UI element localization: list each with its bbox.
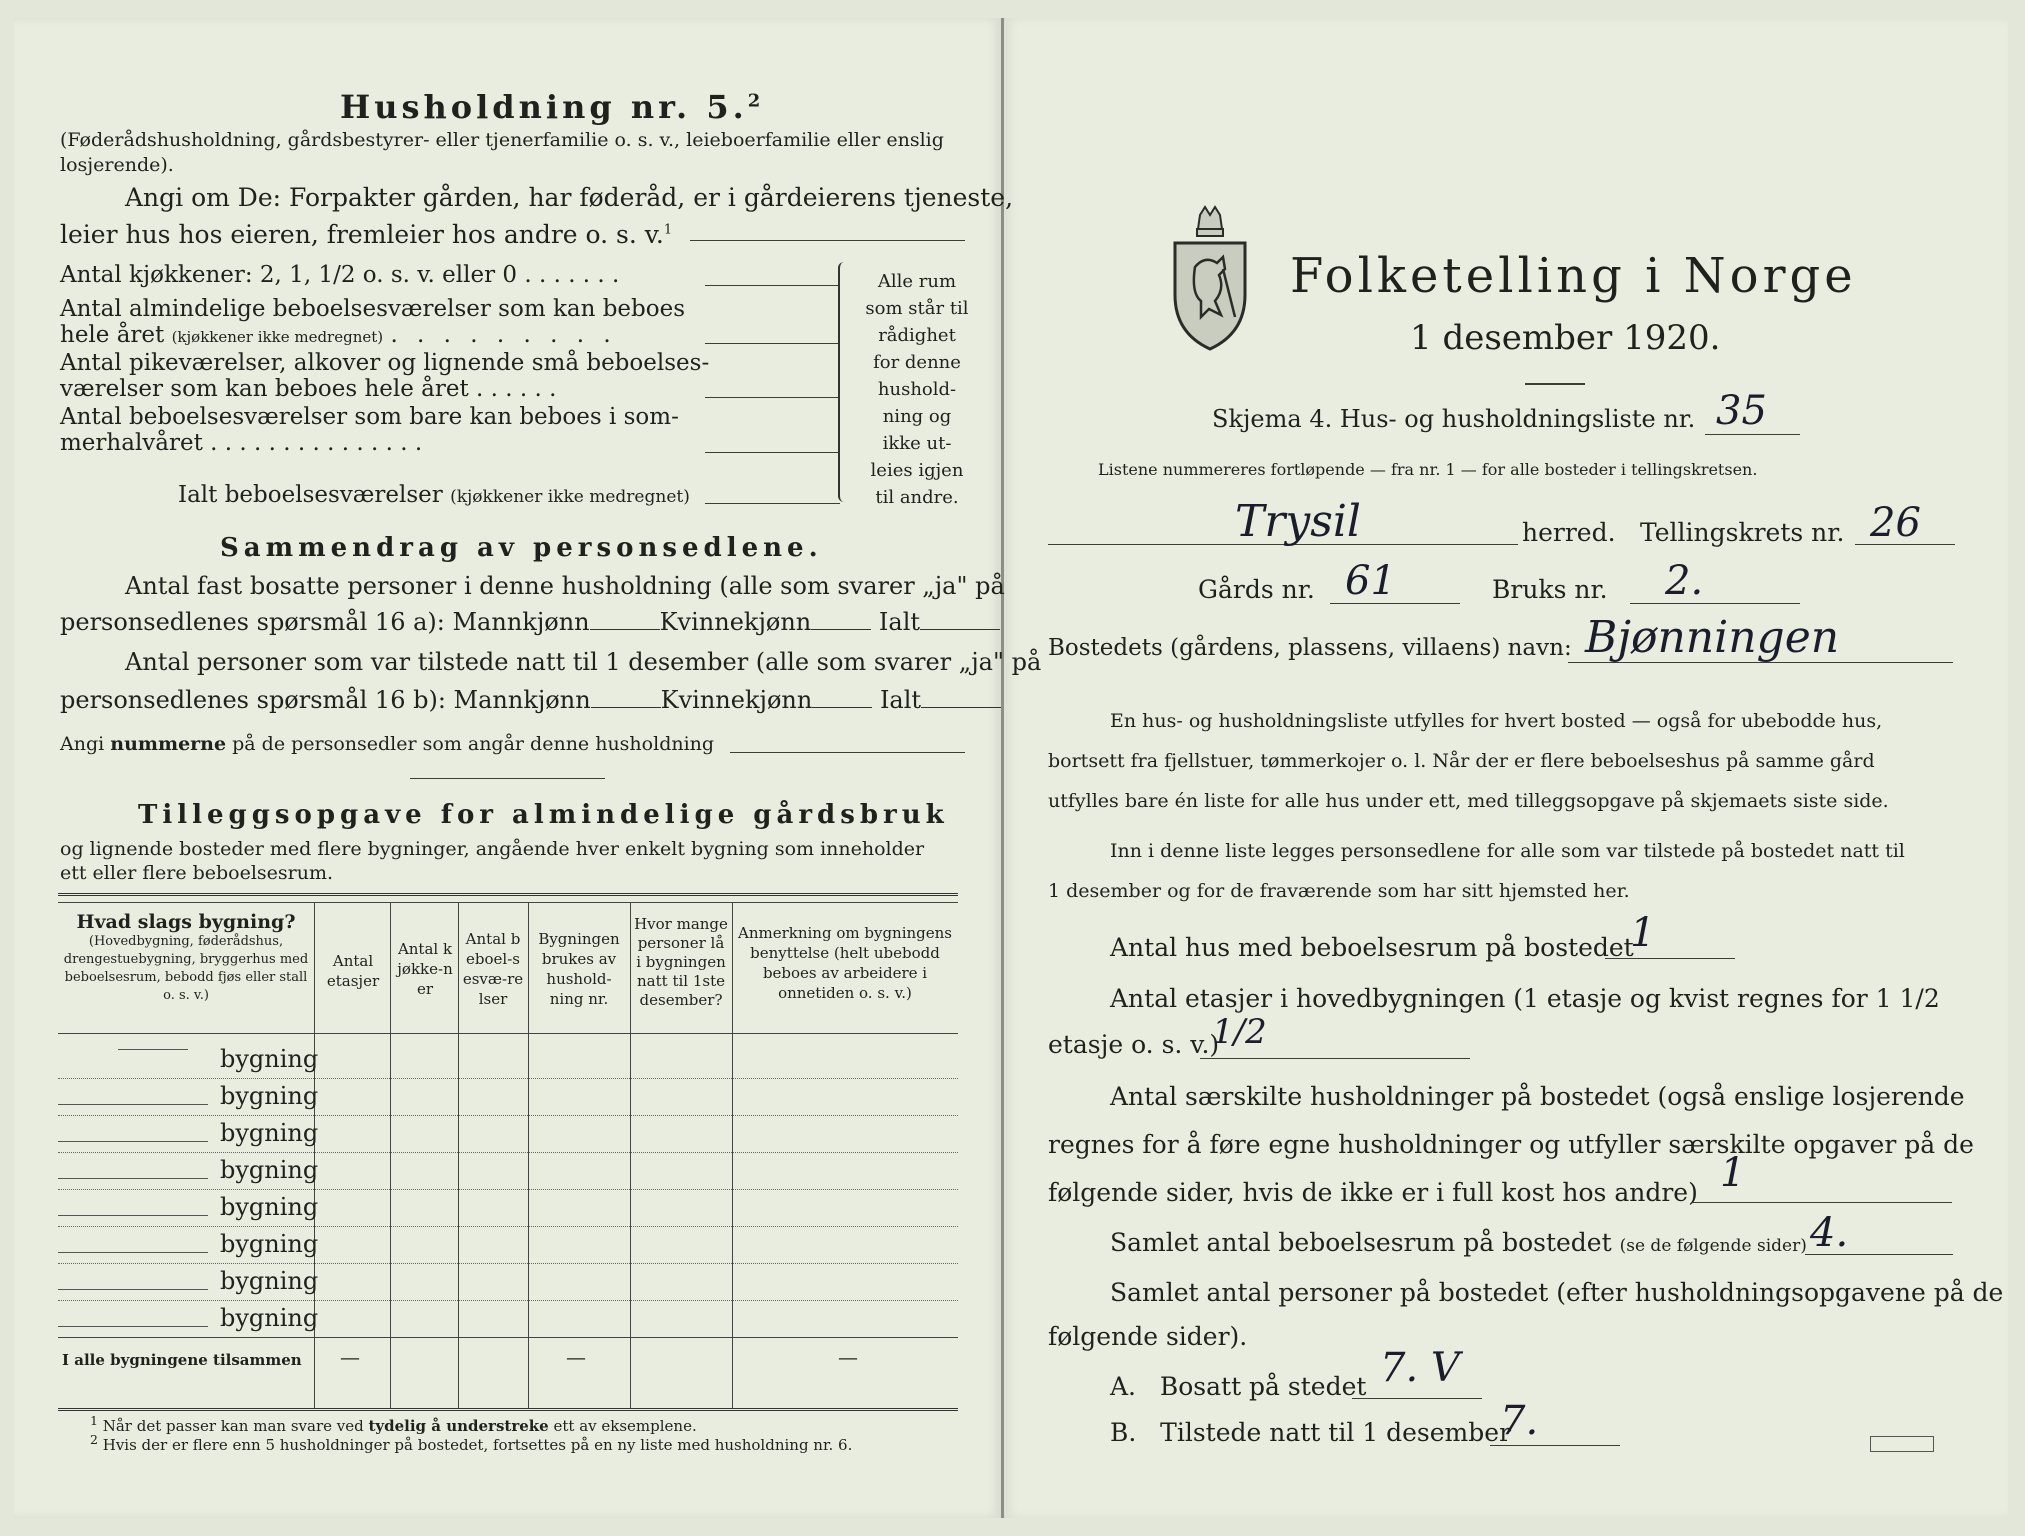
col4-header: Antal beboel-sesvæ-relser [462,930,524,1008]
schema-label: Skjema 4. Hus- og husholdningsliste nr. [1212,405,1696,433]
q-households-1: Antal særskilte husholdninger på bostedet (også enslige losjerende [1110,1082,1965,1111]
resident-label: A. Bosatt på stedet [1110,1372,1367,1401]
household-title: Husholdning nr. 5.$^2$ [340,88,765,126]
instructions-3: utfylles bare én liste for alle hus under ett, med tilleggsopgave på skjemaets siste side. [1048,790,1889,812]
supplement-title: Tilleggsopgave for almindelige gårdsbruk [138,800,949,830]
summary-p2-line2: personsedlenes spørsmål 16 b): Mannkjønn Kvinnekjønn Ialt [60,686,1001,714]
herred-value: Trysil [1235,496,1361,547]
col5-header: Bygningen brukes av hushold-ning nr. [538,930,620,1008]
schema-number: 35 [1716,388,1767,434]
a-rooms: 4. [1810,1210,1849,1256]
q-households-3: følgende sider, hvis de ikke er i full kost hos andre) [1048,1178,1698,1207]
printer-stamp [1870,1436,1934,1452]
a-floors: 1/2 [1212,1012,1267,1052]
instructions-5: 1 desember og for de fraværende som har sitt hjemsted her. [1048,880,1630,902]
bruk-value: 2. [1665,558,1704,604]
section-divider [410,778,605,779]
question-answer-line [690,240,965,241]
table-row: bygning [58,1263,958,1301]
houses-line [1605,958,1735,959]
maid-line-1: Antal pikeværelser, alkover og lignende små beboelses- [60,350,710,376]
krets-value: 26 [1870,500,1921,546]
table-row: bygning [58,1152,958,1190]
building-table [58,902,958,1411]
q-households-2: regnes for å føre egne husholdninger og utfyller særskilte opgaver på de [1048,1130,1974,1159]
instructions-1: En hus- og husholdningsliste utfylles for hvert bosted — også for ubebodde hus, [1110,710,1883,732]
bosted-label: Bostedets (gårdens, plassens, villaens) navn: [1048,635,1572,661]
numbers-answer-line [730,752,965,753]
a-households: 1 [1720,1150,1746,1196]
table-row: bygning [58,1078,958,1116]
bruk-label: Bruks nr. [1492,575,1608,604]
col6-header: Hvor mange personer lå i bygningen natt til 1ste desember? [634,915,728,1009]
resident-value: 7. V [1380,1345,1460,1391]
census-title: Folketelling i Norge [1290,248,1857,304]
summary-p1-line1: Antal fast bosatte personer i denne husholdning (alle som svarer „ja" på [125,572,1005,600]
rooms-bracket [838,262,864,502]
table-row: bygning [58,1041,958,1079]
maid-line-2: værelser som kan beboes hele året . . . . . . [60,376,557,402]
total-rooms-line [705,503,840,504]
a-houses: 1 [1630,910,1656,956]
table-row: bygning [58,1226,958,1264]
question-line-2: leier hus hos eieren, fremleier hos andre o. s. v.$^1$ [60,220,673,249]
schema-note: Listene nummereres fortløpende — fra nr. 1 — for alle bosteder i tellingskretsen. [1098,460,1758,479]
col7-header: Anmerkning om bygningens benyttelse (helt ubebodd beboes av arbeidere i onnetiden o. s. v.) [738,924,952,1002]
rooms-line-2: hele året (kjøkkener ikke medregnet) . . . . . . . . . [60,322,617,348]
summer-line-2: merhalvåret . . . . . . . . . . . . . . . [60,430,423,456]
footnote-2: $^2$ Hvis der er flere enn 5 husholdninger på bostedet, fortsettes på en ny liste med husholdning nr. 6. [90,1432,853,1454]
table-top-rule [58,893,958,896]
summary-p2-line1: Antal personer som var tilstede natt til 1 desember (alle som svarer „ja" på [125,648,1042,676]
schema-line [1705,434,1800,435]
instructions-2: bortsett fra fjellstuer, tømmerkojer o. l. Når der er flere beboelseshus på samme gård [1048,750,1875,772]
numbers-line: Angi nummerne på de personsedler som angår denne husholdning [60,733,715,755]
household-subtitle: (Føderådshusholdning, gårdsbestyrer- eller tjenerfamilie o. s. v., leieboerfamilie eller enslig losjerende). [60,129,944,176]
instructions-4: Inn i denne liste legges personsedlene for alle som var tilstede på bostedet natt til [1110,840,1905,862]
gard-value: 61 [1345,558,1396,604]
summary-p1-line2: personsedlenes spørsmål 16 a): Mannkjønn Kvinnekjønn Ialt [60,608,1000,636]
q-houses: Antal hus med beboelsesrum på bostedet [1110,933,1634,962]
kitchens-label: Antal kjøkkener: 2, 1, 1/2 o. s. v. eller 0 . . . . . . . [60,262,620,288]
summer-line [705,452,840,453]
header-rule [58,1033,958,1034]
summary-title: Sammendrag av personsedlene. [220,533,823,563]
supplement-sub-1: og lignende bosteder med flere bygninger, angående hver enkelt bygning som inneholder [60,838,925,860]
bruk-line [1630,603,1800,604]
present-value: 7. [1500,1398,1539,1444]
q-persons-1: Samlet antal personer på bostedet (efter husholdningsopgavene på de [1110,1278,2004,1307]
title-rule [1525,383,1585,385]
q-floors-2: etasje o. s. v.) [1048,1030,1220,1059]
present-label: B. Tilstede natt til 1 desember [1110,1418,1512,1447]
col3-header: Antal kjøkke-ner [397,940,453,998]
gard-label: Gårds nr. [1198,575,1315,604]
maid-line [705,397,840,398]
summer-line-1: Antal beboelsesværelser som bare kan beboes i som- [60,404,679,430]
present-line [1490,1445,1620,1446]
total-rooms-label: Ialt beboelsesværelser (kjøkkener ikke medregnet) [178,482,690,508]
table-row: bygning [58,1115,958,1153]
col1-header: Hvad slags bygning? (Hovedbygning, føderådshus, drengestuebygning, bryggerhus med beboelsesrum, bebodd fjøs eller stall o. s. v.) [63,911,309,1003]
rooms-line-1: Antal almindelige beboelsesværelser som kan beboes [60,296,686,322]
bosted-value: Bjønningen [1585,612,1840,663]
totals-row: I alle bygningene tilsammen — — — [62,1345,858,1369]
q-persons-2: følgende sider). [1048,1322,1248,1351]
supplement-sub-2: ett eller flere beboelsesrum. [60,862,334,884]
norway-crest-icon [1165,205,1255,355]
rooms-line [705,343,840,344]
col2-header: Antal etasjer [326,952,380,990]
census-date: 1 desember 1920. [1410,318,1721,358]
households-line [1692,1202,1952,1203]
footnote-1: $^1$ Når det passer kan man svare ved tydelig å understreke ett av eksemplene. [90,1413,697,1435]
resident-line [1352,1398,1482,1399]
q-floors-1: Antal etasjer i hovedbygningen (1 etasje og kvist regnes for 1 1/2 [1110,984,1940,1013]
floors-line [1200,1058,1470,1059]
q-rooms: Samlet antal beboelsesrum på bostedet (se de følgende sider) [1110,1228,1807,1257]
herred-label: herred. [1522,518,1616,547]
kitchens-line [705,285,840,286]
rooms-bracket-note: Alle rum som står til rådighet for denne hushold- ning og ikke ut- leies igjen til andre. [865,271,969,508]
table-row: bygning [58,1300,958,1338]
table-row: bygning [58,1189,958,1227]
question-line-1: Angi om De: Forpakter gården, har føderåd, er i gårdeierens tjeneste, [125,183,1014,212]
krets-label: Tellingskrets nr. [1640,518,1845,547]
